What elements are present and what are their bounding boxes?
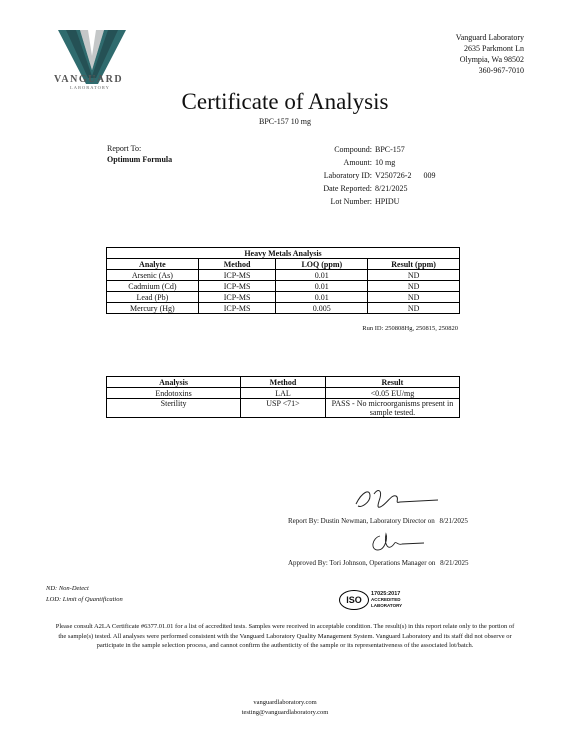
table-cell: 0.005	[276, 303, 368, 314]
info-key: Amount:	[343, 158, 372, 167]
approved-by-date: 8/21/2025	[440, 559, 469, 567]
iso-mark: ISO	[339, 590, 369, 610]
info-row	[260, 182, 435, 195]
table-row	[107, 399, 460, 418]
info-key: Date Reported:	[323, 184, 372, 193]
report-to	[107, 143, 172, 165]
table-cell: ICP-MS	[198, 281, 276, 292]
info-row	[260, 195, 435, 208]
lab-name: Vanguard Laboratory	[455, 33, 524, 42]
footnotes	[46, 583, 123, 605]
page-subtitle: BPC-157 10 mg	[258, 117, 311, 126]
page-title: Certificate of Analysis	[181, 89, 389, 114]
info-key: Lot Number:	[330, 197, 372, 206]
table-row	[107, 292, 460, 303]
contact-email[interactable]: testing@vanguardlaboratory.com	[241, 709, 329, 716]
table-cell: Lead (Pb)	[107, 292, 199, 303]
info-value: V250726-2 009	[375, 171, 436, 180]
table-cell: Mercury (Hg)	[107, 303, 199, 314]
table-cell: Cadmium (Cd)	[107, 281, 199, 292]
table-cell: PASS - No microorganisms present in sample tested.	[325, 399, 459, 418]
info-value: 8/21/2025	[375, 184, 408, 193]
column-header: LOQ (ppm)	[276, 259, 368, 270]
column-header: Analyte	[107, 259, 199, 270]
table-cell: ND	[368, 270, 460, 281]
report-by	[288, 517, 468, 525]
column-header: Method	[241, 377, 326, 388]
info-row	[260, 156, 435, 169]
run-id: Run ID: 250808Hg, 250815, 250820	[362, 325, 458, 332]
info-row	[260, 169, 435, 182]
footnote-nd: ND: Non-Detect	[46, 585, 89, 592]
disclaimer: Please consult A2LA Certificate #6377.01.01 for a list of accredited tests. Samples were received in acceptable condition. The result(s) in this report relate only to the portion of the sample(s) tested. All analyses were performed consistent with the Vanguard Laboratory Quality Management System. Vanguard Laboratory and its staff did not observe or participate in the sample selection process, and cannot confirm the authenticity of the sample or its representativeness of the associated lot/batch.	[55, 623, 515, 649]
table-cell: <0.05 EU/mg	[325, 388, 459, 399]
table-cell: ICP-MS	[198, 270, 276, 281]
info-row	[260, 143, 435, 156]
iso-line1: ACCREDITED	[371, 597, 401, 602]
table-cell: ND	[368, 292, 460, 303]
table-caption: Heavy Metals Analysis	[107, 248, 460, 259]
table-cell: 0.01	[276, 270, 368, 281]
column-header: Result (ppm)	[368, 259, 460, 270]
lab-phone: 360-967-7010	[478, 66, 524, 75]
info-value: HPIDU	[375, 197, 400, 206]
table-row	[107, 281, 460, 292]
logo-subtitle: LABORATORY	[70, 85, 110, 90]
contact-info	[0, 698, 570, 718]
table-cell: Endotoxins	[107, 388, 241, 399]
table-row	[107, 270, 460, 281]
lab-city: Olympia, Wa 98502	[459, 55, 524, 64]
iso-accreditation-badge	[339, 590, 409, 610]
table-cell: ICP-MS	[198, 303, 276, 314]
column-header: Method	[198, 259, 276, 270]
info-key: Laboratory ID:	[323, 171, 372, 180]
director-signature-icon	[348, 484, 444, 514]
table-cell: Arsenic (As)	[107, 270, 199, 281]
table-cell: ND	[368, 303, 460, 314]
info-value: BPC-157	[375, 145, 405, 154]
table-cell: LAL	[241, 388, 326, 399]
table-row	[107, 303, 460, 314]
lab-street: 2635 Parkmont Ln	[464, 44, 524, 53]
contact-website[interactable]: vanguardlaboratory.com	[253, 699, 317, 706]
column-header: Result	[325, 377, 459, 388]
column-header: Analysis	[107, 377, 241, 388]
logo-wordmark: VANGUARD	[54, 74, 124, 85]
info-value: 10 mg	[375, 158, 396, 167]
approved-by	[288, 559, 468, 567]
footnote-lod: LOD: Limit of Quantification	[46, 596, 123, 603]
lab-address	[456, 32, 524, 76]
table-cell: Sterility	[107, 399, 241, 418]
report-by-text: Report By: Dustin Newman, Laboratory Director on	[288, 517, 435, 525]
table-cell: 0.01	[276, 292, 368, 303]
iso-cert: 17025:2017	[371, 591, 401, 597]
table-header-row	[107, 377, 460, 388]
report-by-date: 8/21/2025	[439, 517, 468, 525]
sample-info	[260, 143, 435, 208]
report-to-label: Report To:	[107, 144, 142, 153]
table-cell: USP <71>	[241, 399, 326, 418]
table-cell: ND	[368, 281, 460, 292]
client-name: Optimum Formula	[107, 155, 173, 164]
approved-by-text: Approved By: Tori Johnson, Operations Manager on	[288, 559, 436, 567]
table-cell: 0.01	[276, 281, 368, 292]
heavy-metals-table	[106, 247, 460, 314]
iso-line2: LABORATORY	[371, 603, 403, 608]
analysis-table	[106, 376, 460, 418]
table-header-row	[107, 259, 460, 270]
table-row	[107, 388, 460, 399]
info-key: Compound:	[334, 145, 372, 154]
table-cell: ICP-MS	[198, 292, 276, 303]
manager-signature-icon	[366, 530, 426, 554]
